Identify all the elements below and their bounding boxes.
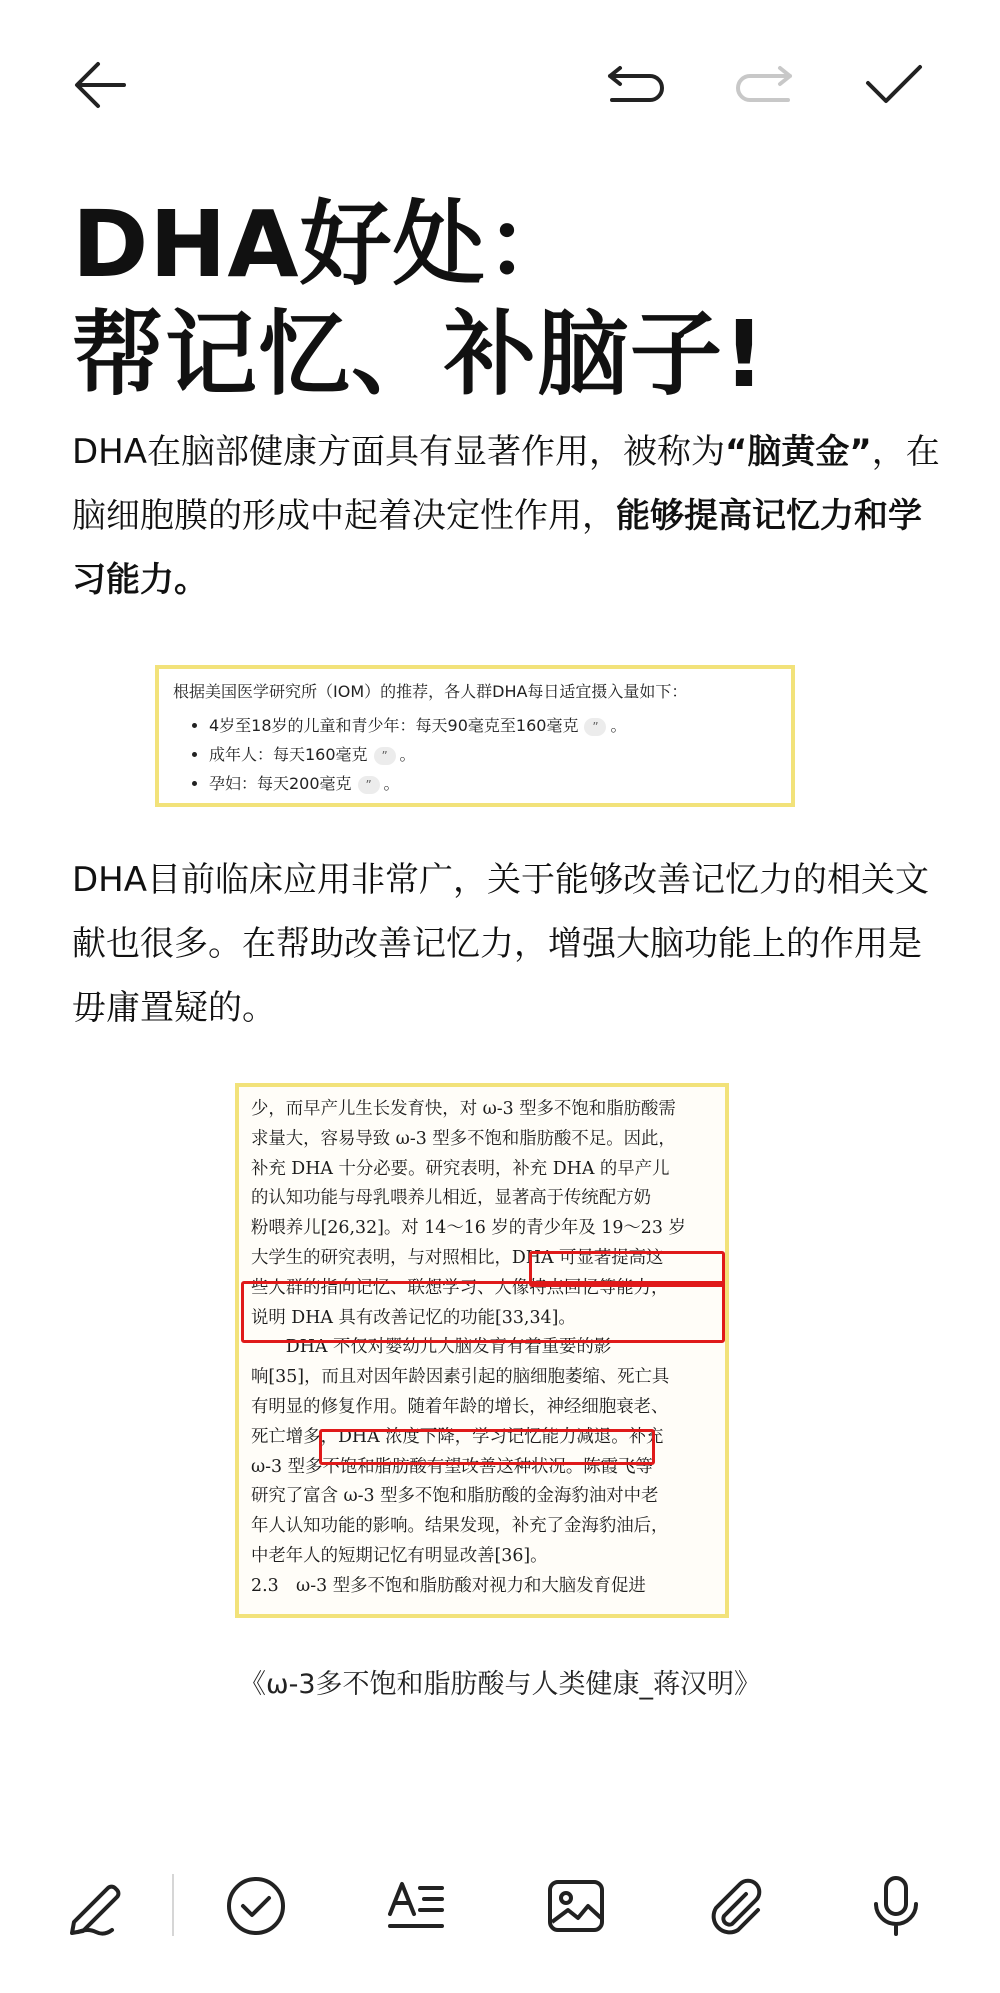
- reference-item: • 4岁至18岁的儿童和青少年：每天90毫克至160毫克 ” 。: [209, 716, 777, 736]
- para1-text-2: ，在脑细胞膜的形成中起着决定性作用，: [72, 432, 940, 536]
- title-line-2: 帮记忆、补脑子!: [72, 301, 766, 408]
- undo-button[interactable]: [600, 60, 672, 110]
- citation-icon: ”: [584, 718, 606, 736]
- attachment-button[interactable]: [700, 1870, 772, 1942]
- scan-line: 大学生的研究表明，与对照相比，DHA 可显著提高这: [251, 1247, 664, 1268]
- reference-intro: 根据美国医学研究所（IOM）的推荐，各人群DHA每日适宜摄入量如下：: [173, 682, 688, 701]
- scan-line: 中老年人的短期记忆有明显改善[36]。: [251, 1545, 548, 1566]
- paragraph-2[interactable]: DHA目前临床应用非常广，关于能够改善记忆力的相关文献也很多。在帮助改善记忆力，增强大脑功能上的作用是毋庸置疑的。: [72, 860, 930, 1028]
- scan-line: 有明显的修复作用。随着年龄的增长，神经细胞衰老、: [251, 1396, 669, 1417]
- para1-text-1: DHA在脑部健康方面具有显著作用，被称为: [72, 432, 726, 472]
- scan-line: 研究了富含 ω-3 型多不饱和脂肪酸的金海豹油对中老: [251, 1486, 659, 1507]
- highlight-box: [241, 1281, 725, 1343]
- paragraph-1[interactable]: [72, 420, 952, 612]
- top-toolbar: [0, 0, 1000, 180]
- para1-bold-2: 能够提高记忆力和学习能力。: [72, 496, 922, 600]
- bottom-toolbar: [0, 1850, 1000, 1993]
- scan-line: 求量大，容易导致 ω-3 型多不饱和脂肪酸不足。因此，: [251, 1128, 676, 1149]
- checklist-icon: [224, 1874, 288, 1938]
- scan-line: ω-3 型多不饱和脂肪酸有望改善这种状况。陈霞飞等: [251, 1456, 653, 1477]
- reference-image[interactable]: [155, 665, 795, 807]
- para1-bold-1: “脑黄金”: [725, 432, 872, 472]
- toolbar-divider: [172, 1874, 174, 1936]
- scan-line: 死亡增多，DHA 浓度下降，学习记忆能力减退。补充: [251, 1426, 664, 1447]
- microphone-icon: [864, 1874, 928, 1938]
- highlight-box: [319, 1429, 655, 1465]
- image-caption[interactable]: 《ω-3多不饱和脂肪酸与人类健康_蒋汉明》: [238, 1669, 762, 1700]
- scan-line: 的认知功能与母乳喂养儿相近，显著高于传统配方奶: [251, 1188, 651, 1209]
- checklist-button[interactable]: [220, 1870, 292, 1942]
- handwriting-button[interactable]: [60, 1870, 132, 1942]
- reference-list: [173, 716, 777, 794]
- redo-icon: [734, 64, 794, 106]
- title-line-1: DHA好处：: [72, 191, 579, 298]
- scan-line: 响[35]，而且对因年龄因素引起的脑细胞萎缩、死亡具: [251, 1367, 670, 1388]
- undo-icon: [606, 64, 666, 106]
- back-button[interactable]: [60, 55, 140, 115]
- scan-line: 粉喂养儿[26,32]。对 14～16 岁的青少年及 19～23 岁: [251, 1218, 686, 1239]
- text-format-button[interactable]: [380, 1870, 452, 1942]
- check-icon: [864, 63, 924, 107]
- scan-line: DHA 不仅对婴幼儿大脑发育有着重要的影: [251, 1337, 612, 1358]
- reference-item: • 孕妇：每天200毫克 ” 。: [209, 774, 777, 794]
- voice-input-button[interactable]: [860, 1870, 932, 1942]
- insert-image-button[interactable]: [540, 1870, 612, 1942]
- scan-line: 年人认知功能的影响。结果发现，补充了金海豹油后，: [251, 1516, 669, 1537]
- citation-icon: ”: [358, 776, 380, 794]
- arrow-left-icon: [72, 60, 128, 110]
- text-format-icon: [384, 1874, 448, 1938]
- confirm-button[interactable]: [856, 58, 932, 112]
- scan-line: 补充 DHA 十分必要。研究表明，补充 DHA 的早产儿: [251, 1158, 670, 1179]
- note-title[interactable]: [72, 190, 952, 410]
- scan-line: 少，而早产儿生长发育快，对 ω-3 型多不饱和脂肪酸需: [251, 1099, 676, 1119]
- reference-item: • 成年人：每天160毫克 ” 。: [209, 745, 777, 765]
- attachment-icon: [704, 1874, 768, 1938]
- scan-line: 些人群的指向记忆、联想学习、人像特点回忆等能力，: [251, 1277, 669, 1298]
- image-icon: [544, 1874, 608, 1938]
- scan-line: 说明 DHA 具有改善记忆的功能[33,34]。: [251, 1307, 576, 1328]
- citation-icon: ”: [374, 747, 396, 765]
- scan-line: 2.3 ω-3 型多不饱和脂肪酸对视力和大脑发育促进: [251, 1575, 646, 1596]
- redo-button[interactable]: [728, 60, 800, 110]
- pen-icon: [64, 1874, 128, 1938]
- scanned-document-image[interactable]: [235, 1083, 729, 1618]
